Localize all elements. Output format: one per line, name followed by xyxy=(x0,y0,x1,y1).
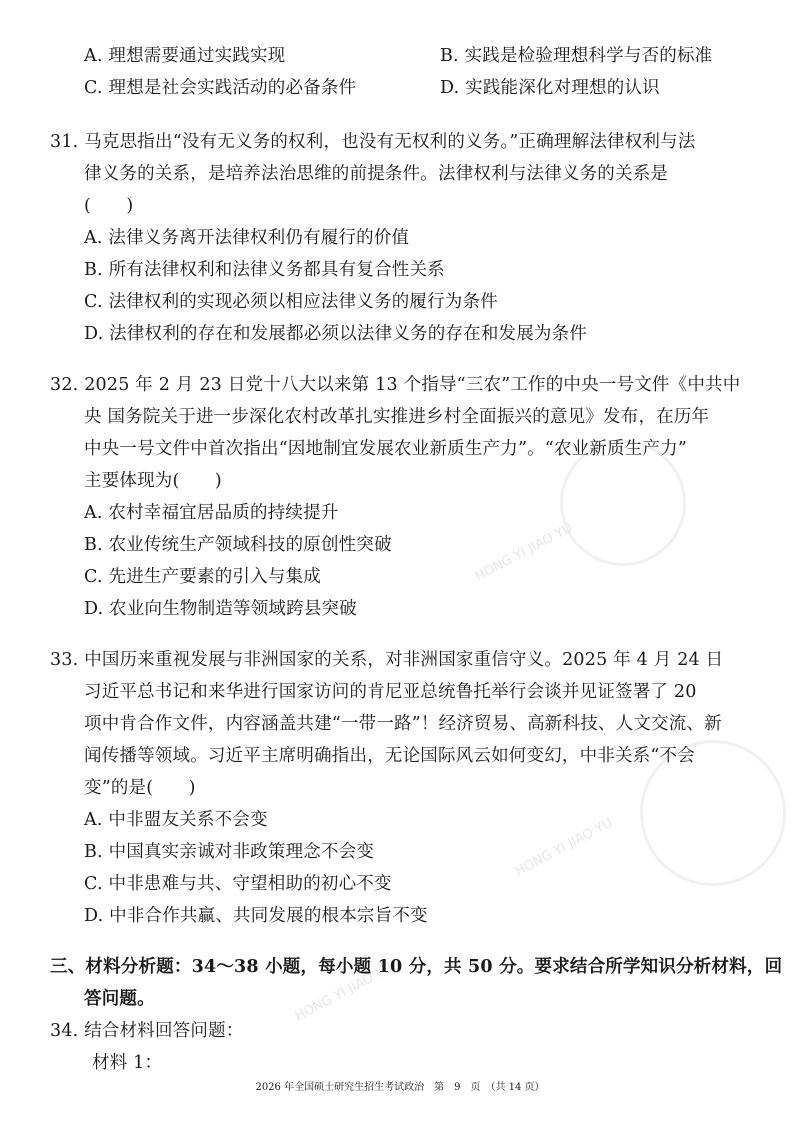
q33-option-c: C. 中非患难与共、守望相助的初心不变 xyxy=(84,874,392,894)
q31-answer-paren: ( ) xyxy=(84,196,134,216)
q34-material-label: 材料 1： xyxy=(92,1053,163,1073)
watermark-text: HONG YI JIAO YU xyxy=(472,520,576,585)
q31-option-c: C. 法律权利的实现必须以相应法律义务的履行为条件 xyxy=(84,292,498,312)
q32-stem: 中央一号文件中首次指出“因地制宜发展农业新质生产力”。“农业新质生产力” xyxy=(84,439,687,459)
q32-option-c: C. 先进生产要素的引入与集成 xyxy=(84,567,321,587)
q30-option-c: C. 理想是社会实践活动的必备条件 xyxy=(84,78,357,98)
q30-option-d: D. 实践能深化对理想的认识 xyxy=(440,78,660,98)
q32-stem: 32. 2025 年 2 月 23 日党十八大以来第 13 个指导“三农”工作的中央一号文件《中共中 xyxy=(50,375,741,395)
q32-option-b: B. 农业传统生产领域科技的原创性突破 xyxy=(84,535,392,555)
q32-stem: 主要体现为( ) xyxy=(84,471,222,491)
q33-stem: 习近平总书记和来华进行国家访问的肯尼亚总统鲁托举行会谈并见证签署了 20 xyxy=(84,682,697,702)
section-heading: 答问题。 xyxy=(84,989,155,1009)
q33-stem: 闻传播等领域。习近平主席明确指出，无论国际风云如何变幻，中非关系“不会 xyxy=(84,746,695,766)
q33-stem: 变”的是( ) xyxy=(84,778,196,798)
q32-option-d: D. 农业向生物制造等领域跨县突破 xyxy=(84,599,357,619)
q33-option-d: D. 中非合作共赢、共同发展的根本宗旨不变 xyxy=(84,906,428,926)
section-heading: 三、材料分析题：34～38 小题，每小题 10 分，共 50 分。要求结合所学知识分析材料，回 xyxy=(50,957,783,977)
page-footer: 2026 年全国硕士研究生招生考试政治 第 9 页 （共 14 页） xyxy=(255,1082,545,1093)
q32-stem: 央 国务院关于进一步深化农村改革扎实推进乡村全面振兴的意见》发布，在历年 xyxy=(84,407,710,427)
q31-stem: 律义务的关系，是培养法治思维的前提条件。法律权利与法律义务的关系是 xyxy=(84,164,669,184)
q30-option-a: A. 理想需要通过实践实现 xyxy=(84,46,286,66)
q34-stem: 34. 结合材料回答问题： xyxy=(50,1021,244,1041)
q31-option-b: B. 所有法律权利和法律义务都具有复合性关系 xyxy=(84,260,445,280)
q31-option-d: D. 法律权利的存在和发展都必须以法律义务的存在和发展为条件 xyxy=(84,324,588,344)
watermark-text: HONG YI JIAO YU xyxy=(512,815,616,880)
watermark-text: HONG YI JIAO YU xyxy=(292,960,396,1025)
q33-stem: 项中肯合作文件，内容涵盖共建“一带一路”！经济贸易、高新科技、人文交流、新 xyxy=(84,714,722,734)
q33-option-b: B. 中国真实亲诚对非政策理念不会变 xyxy=(84,842,375,862)
q32-option-a: A. 农村幸福宜居品质的持续提升 xyxy=(84,503,339,523)
q33-stem: 33. 中国历来重视发展与非洲国家的关系，对非洲国家重信守义。2025 年 4 月 24 日 xyxy=(50,650,724,670)
q30-option-b: B. 实践是检验理想科学与否的标准 xyxy=(440,46,713,66)
q33-option-a: A. 中非盟友关系不会变 xyxy=(84,810,268,830)
q31-option-a: A. 法律义务离开法律权利仍有履行的价值 xyxy=(84,228,410,248)
q31-stem: 31. 马克思指出“没有无义务的权利，也没有无权利的义务。”正确理解法律权利与法 xyxy=(50,132,696,152)
